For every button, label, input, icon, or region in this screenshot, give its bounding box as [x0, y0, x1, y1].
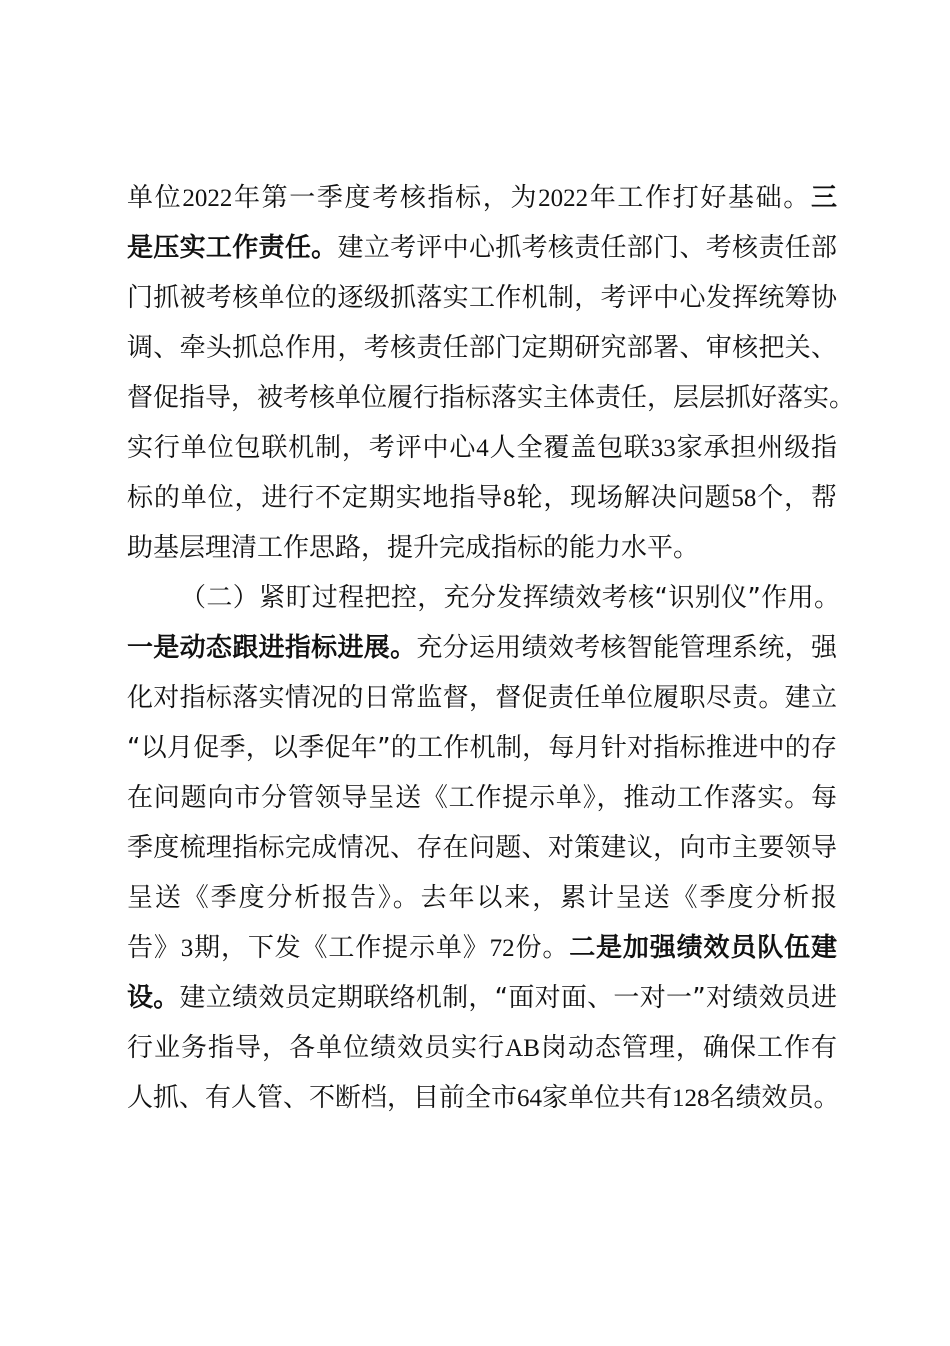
text-segment: 人全覆盖包联: [488, 433, 651, 463]
text-line: [127, 678, 837, 718]
text-segment: 年第一季度考核指标，为: [232, 183, 539, 213]
text-segment: 名绩效员。: [709, 1083, 840, 1113]
text-line: [127, 228, 837, 268]
text-segment: 化对指标落实情况的日常监督，督促责任单位履职尽责。建立: [127, 683, 837, 713]
text-segment: 轮，现场解决问题: [515, 483, 732, 513]
text-line: [127, 378, 856, 418]
text-segment: “以月促季，以季促年”的工作机制，每月针对指标推进中的存: [127, 733, 837, 763]
number-segment: 33: [650, 435, 676, 462]
text-line: [180, 578, 840, 618]
number-segment: 2022: [538, 185, 589, 212]
text-line: [127, 478, 837, 518]
text-line: [127, 428, 837, 468]
bold-text-segment: 一是动态跟进指标进展。: [127, 633, 417, 663]
bold-text-segment: 二是加强绩效员队伍建: [569, 933, 837, 963]
text-segment: 督促指导，被考核单位履行指标落实主体责任，层层抓好落实。: [127, 383, 856, 413]
text-line: [127, 778, 837, 818]
number-segment: 8: [503, 485, 516, 512]
text-segment: 标的单位，进行不定期实地指导: [127, 483, 504, 513]
text-line: [127, 828, 837, 868]
text-segment: 季度梳理指标完成情况、存在问题、对策建议，向市主要领导: [127, 833, 837, 863]
text-segment: 单位: [127, 183, 183, 213]
text-segment: 建立绩效员定期联络机制，“面对面、一对一”对绩效员进: [179, 983, 837, 1013]
text-segment: （二）紧盯过程把控，充分发挥绩效考核“识别仪”作用。: [180, 583, 840, 613]
text-segment: 呈送《季度分析报告》。去年以来，累计呈送《季度分析报: [127, 883, 837, 913]
number-segment: 72: [489, 935, 515, 962]
text-segment: 调、牵头抓总作用，考核责任部门定期研究部署、审核把关、: [127, 333, 837, 363]
text-segment: 岗动态管理，确保工作有: [539, 1033, 837, 1063]
number-segment: 128: [672, 1085, 710, 1112]
text-line: [127, 928, 837, 968]
text-line: [127, 978, 837, 1018]
text-line: [127, 278, 837, 318]
text-segment: 期，下发《工作提示单》: [193, 933, 490, 963]
text-segment: 建立考评中心抓考核责任部门、考核责任部: [337, 233, 837, 263]
text-segment: 人抓、有人管、不断档，目前全市: [127, 1083, 518, 1113]
text-segment: 充分运用绩效考核智能管理系统，强: [416, 633, 837, 663]
number-segment: 64: [517, 1085, 543, 1112]
text-line: [127, 328, 837, 368]
text-segment: 行业务指导，各单位绩效员实行: [127, 1033, 506, 1063]
text-segment: 家承担州级指: [675, 433, 837, 463]
text-line: [127, 878, 837, 918]
text-segment: 家单位共有: [542, 1083, 673, 1113]
number-segment: 58: [731, 485, 757, 512]
text-segment: 在问题向市分管领导呈送《工作提示单》，推动工作落实。每: [127, 783, 837, 813]
number-segment: 4: [476, 435, 489, 462]
bold-text-segment: 三: [810, 183, 837, 213]
text-segment: 门抓被考核单位的逐级抓落实工作机制，考评中心发挥统筹协: [127, 283, 837, 313]
text-segment: 实行单位包联机制，考评中心: [127, 433, 477, 463]
text-line: [127, 1028, 837, 1068]
bold-text-segment: 是压实工作责任。: [127, 233, 338, 263]
text-line: [127, 628, 837, 668]
text-line: [127, 728, 837, 768]
text-segment: 个，帮: [756, 483, 837, 513]
text-segment: 助基层理清工作思路，提升完成指标的能力水平。: [127, 533, 700, 563]
text-segment: 告》: [127, 933, 181, 963]
bold-text-segment: 设。: [127, 983, 180, 1013]
number-segment: 3: [180, 935, 194, 962]
text-line: [127, 1078, 840, 1118]
number-segment: 2022: [182, 185, 233, 212]
text-line: [127, 528, 837, 568]
number-segment: AB: [505, 1035, 540, 1062]
text-segment: 份。: [514, 933, 570, 963]
text-segment: 年工作打好基础。: [588, 183, 811, 213]
text-line: [127, 178, 837, 218]
